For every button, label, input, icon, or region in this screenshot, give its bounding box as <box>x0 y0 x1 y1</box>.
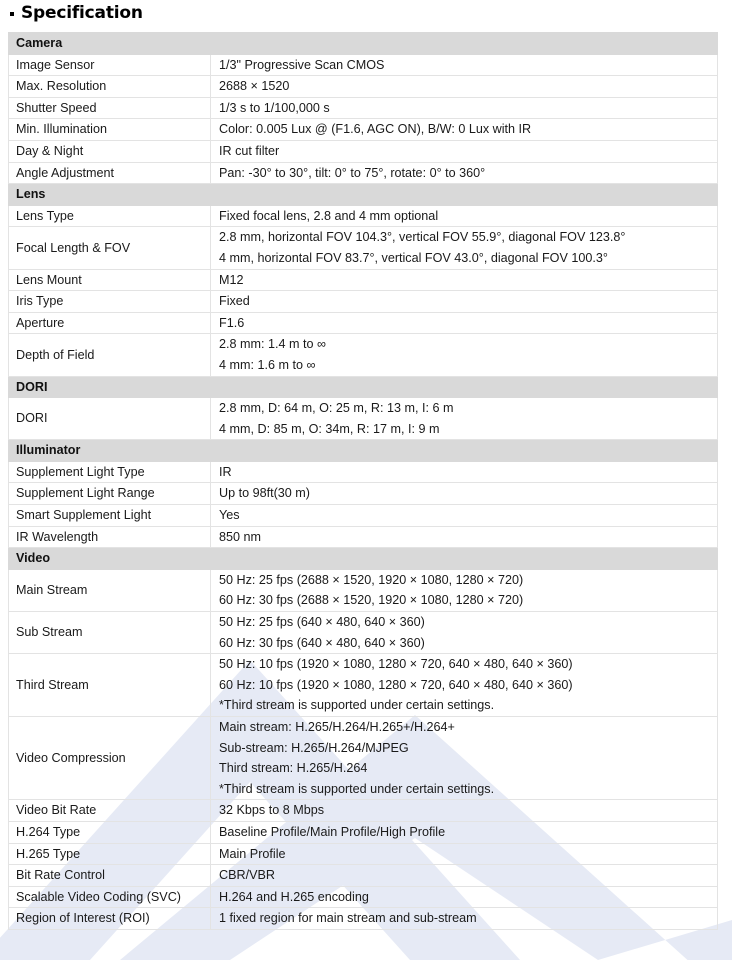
spec-value <box>211 800 718 822</box>
spec-value <box>211 140 718 162</box>
spec-value-line: IR cut filter <box>219 143 280 158</box>
spec-label: Third Stream <box>9 654 211 717</box>
spec-label: H.265 Type <box>9 843 211 865</box>
spec-row <box>9 97 718 119</box>
bullet-icon <box>10 12 14 16</box>
section-header-camera <box>9 33 718 55</box>
spec-value <box>211 269 718 291</box>
spec-value-line: F1.6 <box>219 315 245 330</box>
spec-value-line: 2688 × 1520 <box>219 79 290 94</box>
spec-value-line: Sub-stream: H.265/H.264/MJPEG <box>219 740 409 755</box>
spec-label: Day & Night <box>9 140 211 162</box>
spec-value <box>211 886 718 908</box>
spec-row <box>9 569 718 611</box>
spec-label: Shutter Speed <box>9 97 211 119</box>
spec-value <box>211 526 718 548</box>
spec-value <box>211 505 718 527</box>
spec-label: Sub Stream <box>9 612 211 654</box>
spec-value-line: M12 <box>219 272 244 287</box>
spec-value-line: IR <box>219 464 232 479</box>
section-title: Illuminator <box>9 440 718 462</box>
section-header-lens <box>9 184 718 206</box>
spec-value-line: 1/3" Progressive Scan CMOS <box>219 57 385 72</box>
spec-value <box>211 227 718 269</box>
spec-row <box>9 140 718 162</box>
spec-value <box>211 461 718 483</box>
spec-row <box>9 526 718 548</box>
spec-value <box>211 97 718 119</box>
spec-row <box>9 821 718 843</box>
spec-value <box>211 612 718 654</box>
spec-value <box>211 843 718 865</box>
spec-value <box>211 483 718 505</box>
spec-value-line: 2.8 mm: 1.4 m to ∞ <box>219 337 326 352</box>
section-header-dori <box>9 376 718 398</box>
spec-label: Video Bit Rate <box>9 800 211 822</box>
spec-value-line: Main stream: H.265/H.264/H.265+/H.264+ <box>219 720 455 734</box>
spec-row <box>9 291 718 313</box>
spec-value-line: 32 Kbps to 8 Mbps <box>219 803 325 818</box>
spec-value-line: *Third stream is supported under certain settings. <box>219 781 495 796</box>
section-header-illuminator <box>9 440 718 462</box>
spec-label: Min. Illumination <box>9 119 211 141</box>
spec-label: IR Wavelength <box>9 526 211 548</box>
spec-row <box>9 119 718 141</box>
spec-value <box>211 291 718 313</box>
spec-label: DORI <box>9 398 211 440</box>
spec-row <box>9 612 718 654</box>
spec-row <box>9 227 718 269</box>
spec-value <box>211 865 718 887</box>
spec-row <box>9 843 718 865</box>
spec-row <box>9 886 718 908</box>
spec-value-line: Up to 98ft(30 m) <box>219 486 310 501</box>
spec-value-line: H.264 and H.265 encoding <box>219 889 369 904</box>
spec-label: Region of Interest (ROI) <box>9 908 211 930</box>
spec-label: Supplement Light Type <box>9 461 211 483</box>
spec-value <box>211 162 718 184</box>
spec-value <box>211 654 718 717</box>
spec-value-line: 4 mm, horizontal FOV 83.7°, vertical FOV 43.0°, diagonal FOV 100.3° <box>219 250 608 265</box>
spec-value <box>211 119 718 141</box>
spec-label: Main Stream <box>9 569 211 611</box>
spec-value-line: 4 mm, D: 85 m, O: 34m, R: 17 m, I: 9 m <box>219 421 440 436</box>
section-title: DORI <box>9 376 718 398</box>
spec-row <box>9 205 718 227</box>
spec-value <box>211 398 718 440</box>
spec-value-line: Main Profile <box>219 846 286 861</box>
spec-value-line: Third stream: H.265/H.264 <box>219 761 368 776</box>
spec-row <box>9 334 718 376</box>
spec-value-line: 2.8 mm, horizontal FOV 104.3°, vertical FOV 55.9°, diagonal FOV 123.8° <box>219 230 626 245</box>
section-title: Lens <box>9 184 718 206</box>
spec-label: Supplement Light Range <box>9 483 211 505</box>
spec-label: Lens Mount <box>9 269 211 291</box>
spec-label: H.264 Type <box>9 821 211 843</box>
section-title: Camera <box>9 33 718 55</box>
spec-row <box>9 865 718 887</box>
spec-label: Lens Type <box>9 205 211 227</box>
spec-value-line: 50 Hz: 10 fps (1920 × 1080, 1280 × 720, 640 × 480, 640 × 360) <box>219 657 573 672</box>
spec-row <box>9 398 718 440</box>
spec-value <box>211 54 718 76</box>
spec-value-line: 1 fixed region for main stream and sub-stream <box>219 911 477 926</box>
spec-row <box>9 654 718 717</box>
spec-value <box>211 205 718 227</box>
spec-value-line: 2.8 mm, D: 64 m, O: 25 m, R: 13 m, I: 6 m <box>219 401 454 416</box>
spec-row <box>9 162 718 184</box>
spec-value <box>211 334 718 376</box>
spec-value <box>211 76 718 98</box>
spec-value-line: Color: 0.005 Lux @ (F1.6, AGC ON), B/W: 0 Lux with IR <box>219 122 532 137</box>
spec-row <box>9 461 718 483</box>
spec-label: Smart Supplement Light <box>9 505 211 527</box>
spec-label: Focal Length & FOV <box>9 227 211 269</box>
specification-table <box>8 32 718 930</box>
spec-value-line: Pan: -30° to 30°, tilt: 0° to 75°, rotate: 0° to 360° <box>219 165 486 180</box>
spec-row <box>9 54 718 76</box>
spec-value-line: Yes <box>219 508 240 523</box>
spec-value-line: Fixed <box>219 294 250 309</box>
spec-value <box>211 569 718 611</box>
spec-label: Max. Resolution <box>9 76 211 98</box>
spec-row <box>9 717 718 800</box>
spec-value-line: *Third stream is supported under certain settings. <box>219 698 495 713</box>
spec-label: Iris Type <box>9 291 211 313</box>
spec-row <box>9 908 718 930</box>
spec-label: Video Compression <box>9 717 211 800</box>
section-title: Video <box>9 548 718 570</box>
spec-value-line: 60 Hz: 10 fps (1920 × 1080, 1280 × 720, 640 × 480, 640 × 360) <box>219 677 573 692</box>
spec-row <box>9 312 718 334</box>
spec-value-line: 60 Hz: 30 fps (2688 × 1520, 1920 × 1080, 1280 × 720) <box>219 593 524 608</box>
page-title <box>10 3 143 23</box>
spec-value-line: 50 Hz: 25 fps (2688 × 1520, 1920 × 1080, 1280 × 720) <box>219 572 524 587</box>
spec-row <box>9 800 718 822</box>
spec-value-line: 60 Hz: 30 fps (640 × 480, 640 × 360) <box>219 635 425 650</box>
spec-value-line: 850 nm <box>219 529 262 544</box>
spec-label: Scalable Video Coding (SVC) <box>9 886 211 908</box>
spec-value-line: CBR/VBR <box>219 868 275 883</box>
spec-value-line: 4 mm: 1.6 m to ∞ <box>219 357 316 372</box>
section-header-video <box>9 548 718 570</box>
spec-value-line: Fixed focal lens, 2.8 and 4 mm optional <box>219 208 439 223</box>
spec-row <box>9 505 718 527</box>
spec-value <box>211 821 718 843</box>
spec-value <box>211 717 718 800</box>
spec-value-line: 50 Hz: 25 fps (640 × 480, 640 × 360) <box>219 615 425 630</box>
spec-row <box>9 269 718 291</box>
spec-value-line: Baseline Profile/Main Profile/High Profile <box>219 824 446 839</box>
spec-value-line: 1/3 s to 1/100,000 s <box>219 100 330 115</box>
spec-label: Image Sensor <box>9 54 211 76</box>
spec-label: Depth of Field <box>9 334 211 376</box>
spec-value <box>211 908 718 930</box>
spec-row <box>9 483 718 505</box>
spec-value <box>211 312 718 334</box>
spec-label: Bit Rate Control <box>9 865 211 887</box>
spec-label: Aperture <box>9 312 211 334</box>
spec-row <box>9 76 718 98</box>
page-title-text: Specification <box>21 3 143 23</box>
spec-label: Angle Adjustment <box>9 162 211 184</box>
